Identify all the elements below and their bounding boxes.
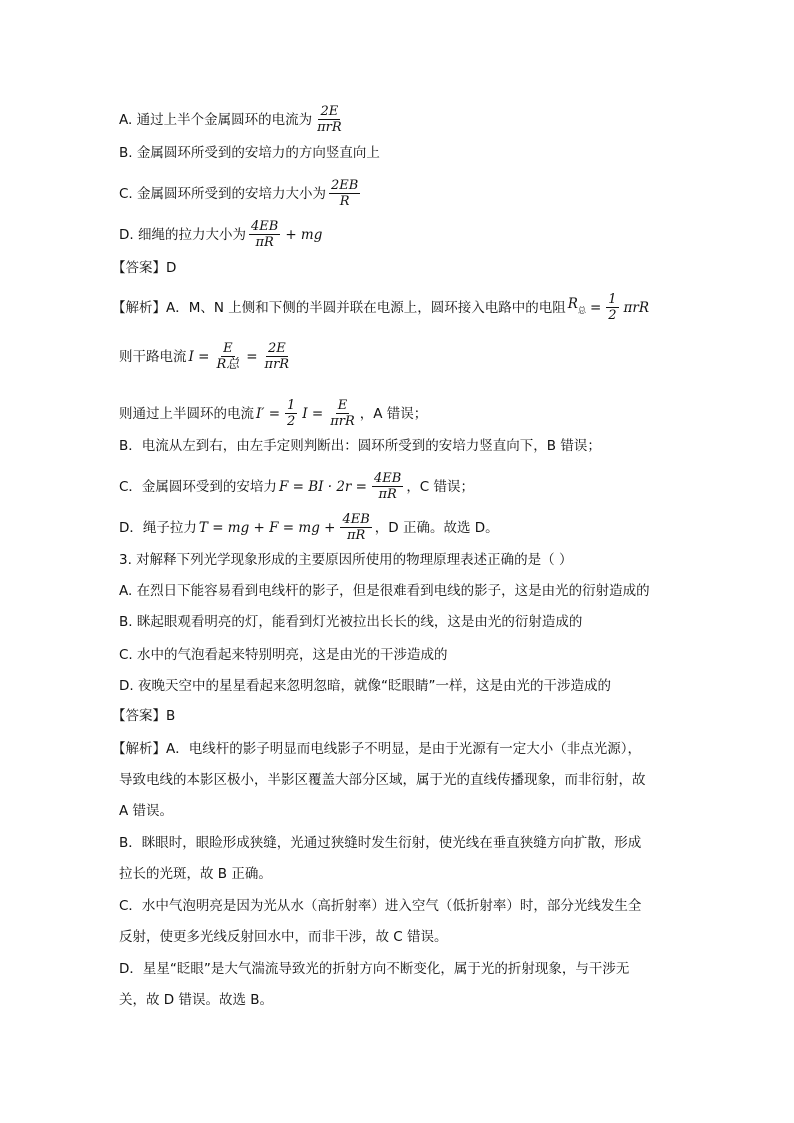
answer-label: 【答案】D [112,260,177,276]
q2-option-c [119,178,363,209]
fraction-denominator: R总 [216,357,240,372]
fraction [263,341,292,372]
q2-answer [112,258,176,278]
q2-option-a [119,104,347,135]
math-term: + mg [285,226,323,243]
fraction-numerator: E [223,341,233,356]
q3-option-d [119,676,611,696]
math-term: I′ = [256,405,281,422]
fraction [328,398,357,429]
q3-option-d-text: D. 夜晚天空中的星星看起来忽明忽暗，就像“眨眼睛”一样，这是由光的干涉造成的 [119,678,611,694]
q2-option-d-text: D. 细绳的拉力大小为 [119,226,246,243]
fraction [315,104,344,135]
math-term [566,294,588,321]
analysis-text: D．绳子拉力 [119,519,197,536]
analysis-text: 拉长的光斑，故 B 正确。 [119,866,272,882]
q3-analysis-b1 [119,833,641,853]
math-symbol: R [567,296,578,312]
q2-analysis-3 [119,398,427,429]
fraction-numerator: 1 [608,292,617,307]
q3-analysis-c2 [119,927,448,947]
fraction [214,341,241,372]
q2-option-a-text: A. 通过上半个金属圆环的电流为 [119,111,313,128]
fraction-numerator: E [337,398,348,413]
q2-analysis-1 [112,292,651,323]
fraction-numerator: 2E [320,104,339,119]
fraction-denominator: πR [346,528,366,543]
q2-option-c-text: C. 金属圆环所受到的安培力大小为 [119,185,327,202]
analysis-text: A 错误。 [119,803,174,819]
q2-option-d [119,219,324,250]
q2-option-b [119,143,380,163]
analysis-text: D．星星“眨眼”是大气湍流导致光的折射方向不断变化，属于光的折射现象，与干涉无 [119,961,630,977]
q3-option-b [119,612,582,632]
fraction-numerator: 1 [287,398,296,413]
analysis-text: 则通过上半圆环的电流 [119,405,254,422]
q3-analysis-a3 [119,801,173,821]
math-term: I = [188,348,210,365]
fraction-denominator: 2 [608,308,617,323]
fraction-denominator: πR [255,235,274,250]
analysis-text: B．电流从左到右，由左手定则判断出：圆环所受到的安培力竖直向下，B 错误； [119,438,601,454]
fraction-denominator: 2 [287,414,296,429]
fraction-denominator: πrR [330,414,355,429]
answer-label: 【答案】B [112,708,176,724]
fraction-denominator: πR [378,487,397,502]
q3-analysis-a2 [119,770,646,790]
analysis-text: 【解析】A．电线杆的影子明显而电线影子不明显，是由于光源有一定大小（非点光源）， [112,741,641,757]
analysis-text: 则干路电流 [119,348,187,365]
q3-analysis-d2 [119,990,273,1010]
q3-analysis-d1 [119,959,629,979]
math-term: = [589,299,602,316]
fraction-numerator: 4EB [373,471,402,486]
analysis-text: ，C 错误； [406,478,475,495]
analysis-text: 反射，使更多光线反射回水中，而非干涉，故 C 错误。 [119,929,448,945]
analysis-text: 关，故 D 错误。故选 B。 [119,992,274,1008]
fraction-denominator: πrR [317,120,342,135]
math-term: = [246,348,258,365]
fraction-numerator: 4EB [342,512,370,527]
q3-option-c-text: C. 水中的气泡看起来特别明亮，这是由光的干涉造成的 [119,647,448,663]
q3-option-a-text: A. 在烈日下能容易看到电线杆的影子，但是很难看到电线的影子，这是由光的衍射造成的 [119,583,650,599]
fraction-denominator: R [339,194,350,209]
fraction [340,512,371,543]
question-stem: 3. 对解释下列光学现象形成的主要原因所使用的物理原理表述正确的是（ ） [119,552,573,568]
fraction-numerator: 2E [267,341,286,356]
fraction-numerator: 2EB [331,178,359,193]
q2-analysis-4 [119,436,601,456]
q3-option-c [119,645,448,665]
math-subscript: 总 [577,306,586,315]
q3-analysis-a1 [112,739,641,759]
q2-analysis-6 [119,512,499,543]
analysis-text: C．金属圆环受到的安培力 [119,478,277,495]
math-term: F = BI · 2r = [278,478,367,495]
q3-option-a [119,581,650,601]
q3-answer [112,706,175,726]
q3-option-b-text: B. 眯起眼观看明亮的灯，能看到灯光被拉出长长的线，这是由光的衍射造成的 [119,614,583,630]
q2-analysis-2 [119,341,294,372]
math-term: πrR [623,299,650,316]
math-term: I = [302,405,324,422]
fraction-numerator: 4EB [250,219,279,234]
math-term: T = mg + F = mg + [198,519,336,536]
fraction [249,219,280,250]
analysis-text: ，A 错误； [359,405,428,422]
analysis-text: B．眯眼时，眼睑形成狭缝，光通过狭缝时发生衍射，使光线在垂直狭缝方向扩散，形成 [119,835,642,851]
q2-option-b-text: B. 金属圆环所受到的安培力的方向竖直向上 [119,145,380,161]
fraction [329,178,360,209]
fraction [372,471,403,502]
q2-analysis-5 [119,471,474,502]
fraction-denominator: πrR [264,357,290,372]
q3-stem [119,550,572,570]
fraction [285,398,297,429]
fraction [606,292,618,323]
analysis-text: C．水中气泡明亮是因为光从水（高折射率）进入空气（低折射率）时，部分光线发生全 [119,898,642,914]
analysis-text: 【解析】A．M、N 上侧和下侧的半圆并联在电源上，圆环接入电路中的电阻 [112,299,566,316]
q3-analysis-b2 [119,864,272,884]
q3-analysis-c1 [119,896,641,916]
analysis-text: 导致电线的本影区极小，半影区覆盖大部分区域，属于光的直线传播现象，而非衍射，故 [119,772,646,788]
analysis-text: ，D 正确。故选 D。 [374,519,499,536]
